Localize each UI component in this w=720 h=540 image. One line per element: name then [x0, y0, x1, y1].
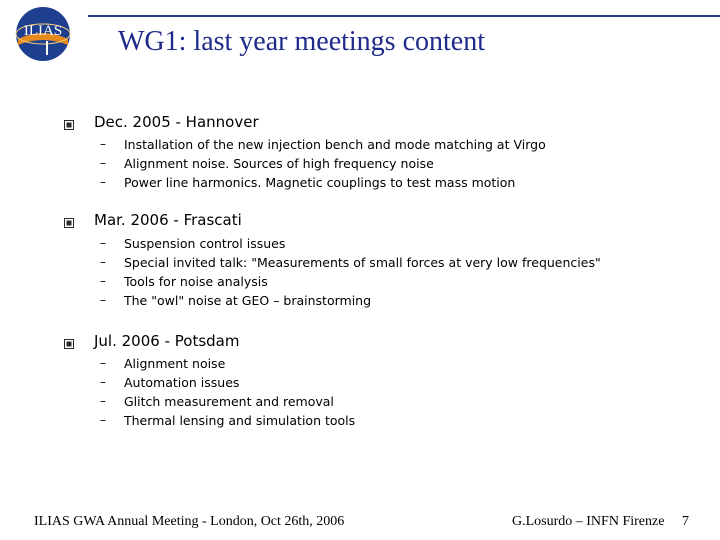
checkbox-bullet-icon [64, 218, 75, 229]
list-item-text: Thermal lensing and simulation tools [124, 413, 356, 428]
dash-bullet: – [100, 156, 106, 170]
list-item [0, 293, 720, 312]
dash-bullet: – [100, 413, 106, 427]
meeting-heading: Jul. 2006 - Potsdam [94, 332, 240, 350]
dash-bullet: – [100, 175, 106, 189]
list-item-text: Glitch measurement and removal [124, 394, 334, 409]
list-item-text: Power line harmonics. Magnetic couplings to test mass motion [124, 175, 516, 190]
list-item [0, 255, 720, 274]
footer-event: ILIAS GWA Annual Meeting - London, Oct 26th, 2006 [34, 514, 345, 529]
list-item-text: Tools for noise analysis [124, 274, 268, 289]
title-rule [88, 15, 720, 17]
checkbox-bullet-icon [64, 120, 75, 131]
list-item-text: Special invited talk: "Measurements of small forces at very low frequencies" [124, 255, 601, 270]
dash-bullet: – [100, 255, 106, 269]
logo-text: ILIAS [23, 23, 63, 39]
list-item [0, 236, 720, 255]
list-item-text: Alignment noise [124, 356, 226, 371]
footer-author: G.Losurdo – INFN Firenze [512, 514, 665, 529]
list-item [0, 274, 720, 293]
list-item-text: Automation issues [124, 375, 240, 390]
dash-bullet: – [100, 236, 106, 250]
list-item [0, 356, 720, 375]
dash-bullet: – [100, 356, 106, 370]
meeting-heading: Mar. 2006 - Frascati [94, 211, 242, 229]
dash-bullet: – [100, 137, 106, 151]
ilias-logo-icon [14, 5, 72, 63]
list-item [0, 375, 720, 394]
checkbox-bullet-icon [64, 339, 75, 350]
list-item-text: The "owl" noise at GEO – brainstorming [124, 293, 372, 308]
dash-bullet: – [100, 274, 106, 288]
dash-bullet: – [100, 293, 106, 307]
page-number: 7 [682, 514, 689, 529]
list-item [0, 156, 720, 175]
list-item-text: Installation of the new injection bench and mode matching at Virgo [124, 137, 546, 152]
list-item [0, 413, 720, 432]
list-item [0, 394, 720, 413]
list-item-text: Alignment noise. Sources of high frequency noise [124, 156, 434, 171]
list-item-text: Suspension control issues [124, 236, 286, 251]
slide-title: WG1: last year meetings content [118, 26, 485, 57]
list-item [0, 175, 720, 194]
meeting-heading: Dec. 2005 - Hannover [94, 113, 259, 131]
dash-bullet: – [100, 394, 106, 408]
dash-bullet: – [100, 375, 106, 389]
list-item [0, 137, 720, 156]
